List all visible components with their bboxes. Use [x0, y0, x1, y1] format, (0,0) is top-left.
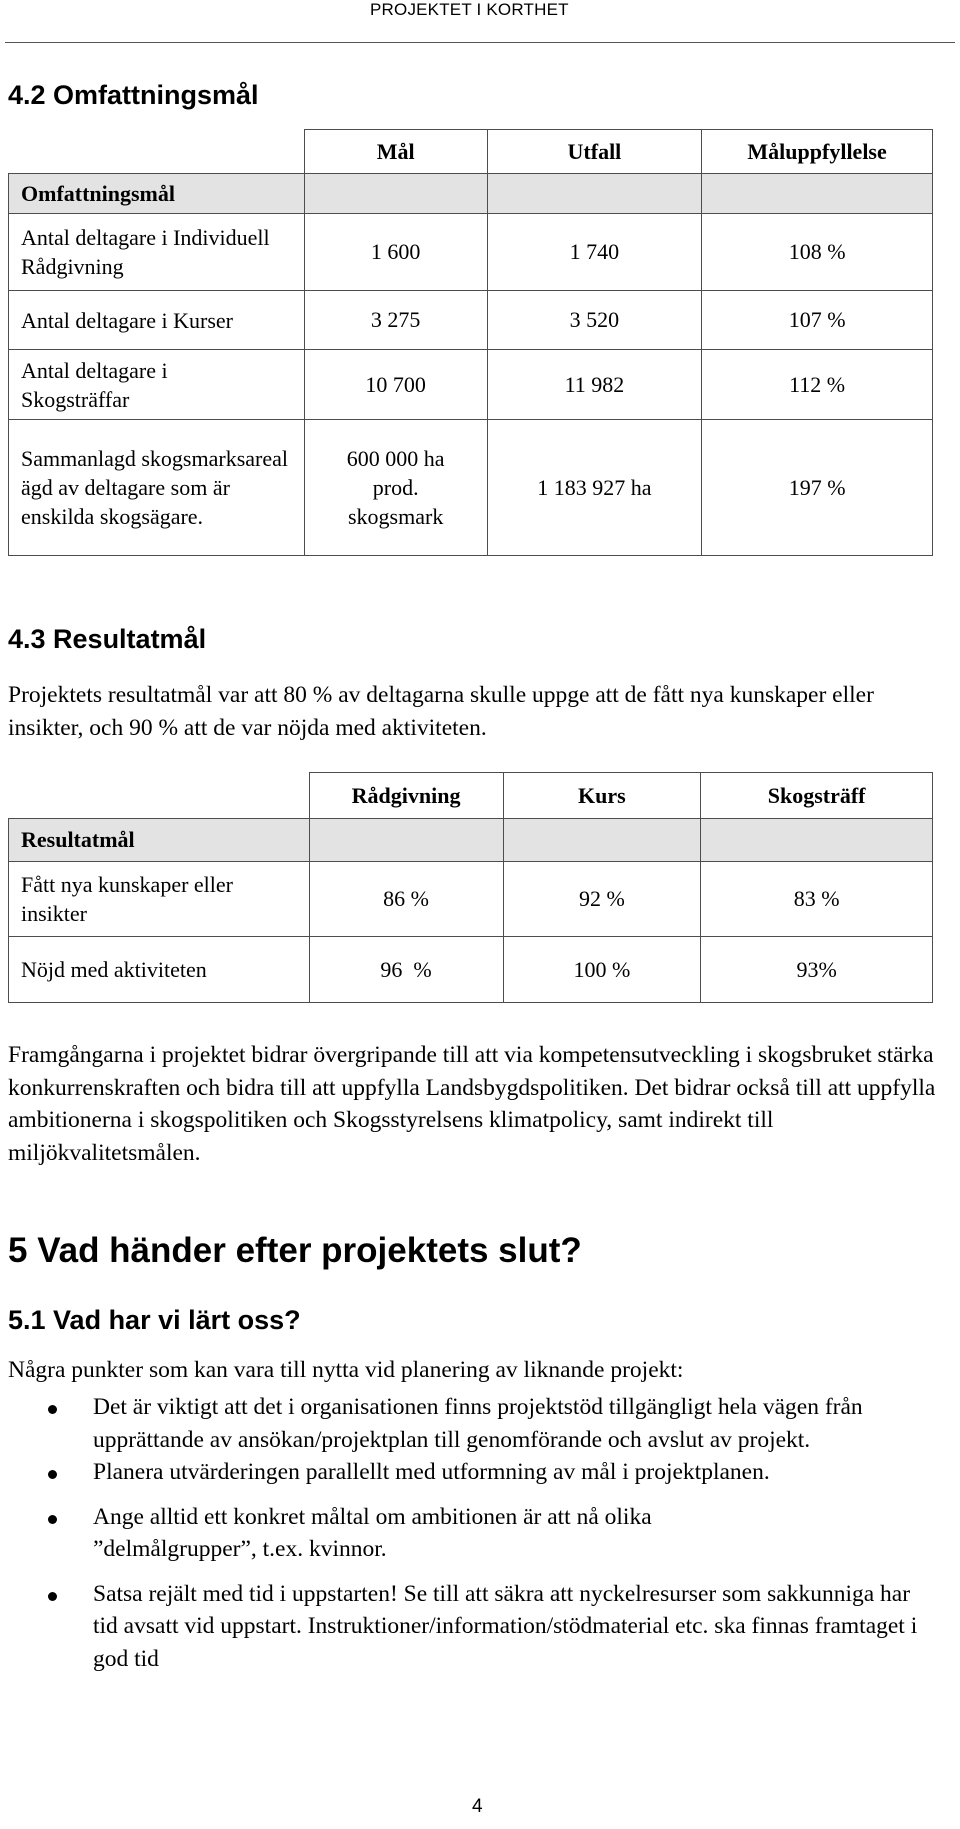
cell-utfall: 1 740 [487, 214, 702, 291]
table-row [9, 291, 933, 350]
list-item: Det är viktigt att det i organisationen finns projektstöd tillgängligt hela vägen från upprättande av ansökan/projektplan till genomförande och avslut av projekt. [0, 1391, 903, 1456]
cell-maluppfyllelse: 107 % [702, 291, 933, 350]
header-divider [5, 42, 955, 43]
cell-utfall: 11 982 [487, 350, 702, 420]
cell-mal: 1 600 [304, 214, 487, 291]
col-header-maluppfyllelse: Måluppfyllelse [702, 130, 933, 174]
table-row [9, 420, 933, 556]
cell-utfall: 3 520 [487, 291, 702, 350]
conclusion-paragraph: Framgångarna i projektet bidrar övergripande till att via kompetensutveckling i skogsbruket stärka konkurrenskraften och bidra till att uppfylla Landsbygdspolitiken. Det bidrar också till att uppfylla ambitionerna i skogspolitiken och Skogsstyrelsens klimatpolicy, samt indirekt till miljökvalitetsmålen. [8, 1042, 936, 1166]
cell-mal: 10 700 [304, 350, 487, 420]
bullet-icon [48, 1470, 57, 1479]
cell-maluppfyllelse: 112 % [702, 350, 933, 420]
row-label: Antal deltagare i Kurser [9, 291, 305, 350]
list-item: Satsa rejält med tid i uppstarten! Se till att säkra att nyckelresurser som sakkunniga har tid avsatt vid uppstart. Instruktioner/information/stödmaterial etc. ska finnas framtaget i god tid [0, 1578, 923, 1676]
table-row [9, 937, 933, 1003]
section-heading-4-3: 4.3 Resultatmål [8, 624, 207, 654]
list-item: Planera utvärderingen parallellt med utformning av mål i projektplanen. [0, 1456, 933, 1489]
chapter-heading-5: 5 Vad händer efter projektets slut? [8, 1231, 582, 1270]
resultatmal-table [8, 772, 933, 1003]
cell-skogstraff: 93% [701, 937, 933, 1003]
cell-radgivning: 86 % [309, 862, 503, 937]
bullet-icon [48, 1405, 57, 1414]
row-label: Nöjd med aktiviteten [9, 937, 310, 1003]
row-header-omfattningsmal: Omfattningsmål [9, 174, 305, 214]
section-heading-5-1: 5.1 Vad har vi lärt oss? [8, 1305, 301, 1335]
col-header-utfall: Utfall [487, 130, 702, 174]
cell-kurs: 100 % [503, 937, 701, 1003]
resultatmal-intro: Projektets resultatmål var att 80 % av deltagarna skulle uppge att de fått nya kunskaper eller insikter, och 90 % att de var nöjda med aktiviteten. [8, 682, 874, 741]
table-row [9, 862, 933, 937]
cell-maluppfyllelse: 197 % [702, 420, 933, 556]
running-header: PROJEKTET I KORTHET [370, 0, 569, 19]
page-number: 4 [472, 1796, 483, 1817]
col-header-skogstraff: Skogsträff [701, 773, 933, 819]
cell-radgivning: 96 % [309, 937, 503, 1003]
col-header-radgivning: Rådgivning [309, 773, 503, 819]
row-label: Antal deltagare i Skogsträffar [9, 350, 305, 420]
cell-utfall: 1 183 927 ha [487, 420, 702, 556]
cell-mal: 3 275 [304, 291, 487, 350]
omfattningsmal-table [8, 129, 933, 556]
bullet-icon [48, 1515, 57, 1524]
cell-kurs: 92 % [503, 862, 701, 937]
col-header-mal: Mål [304, 130, 487, 174]
table-row [9, 350, 933, 420]
cell-skogstraff: 83 % [701, 862, 933, 937]
row-label: Fått nya kunskaper eller insikter [9, 862, 310, 937]
bullet-icon [48, 1592, 57, 1601]
cell-maluppfyllelse: 108 % [702, 214, 933, 291]
cell-mal: 600 000 ha prod. skogsmark [304, 420, 487, 556]
row-label: Sammanlagd skogsmarksareal ägd av deltagare som är enskilda skogsägare. [9, 420, 305, 556]
row-label: Antal deltagare i Individuell Rådgivning [9, 214, 305, 291]
row-header-resultatmal: Resultatmål [9, 819, 310, 862]
table-row [9, 214, 933, 291]
section-heading-4-2: 4.2 Omfattningsmål [8, 80, 259, 110]
col-header-kurs: Kurs [503, 773, 701, 819]
list-item: Ange alltid ett konkret måltal om ambitionen är att nå olika ”delmålgrupper”, t.ex. kvinnor. [0, 1501, 793, 1566]
lessons-intro: Några punkter som kan vara till nytta vid planering av liknande projekt: [8, 1357, 684, 1383]
lessons-list [0, 1391, 960, 1675]
